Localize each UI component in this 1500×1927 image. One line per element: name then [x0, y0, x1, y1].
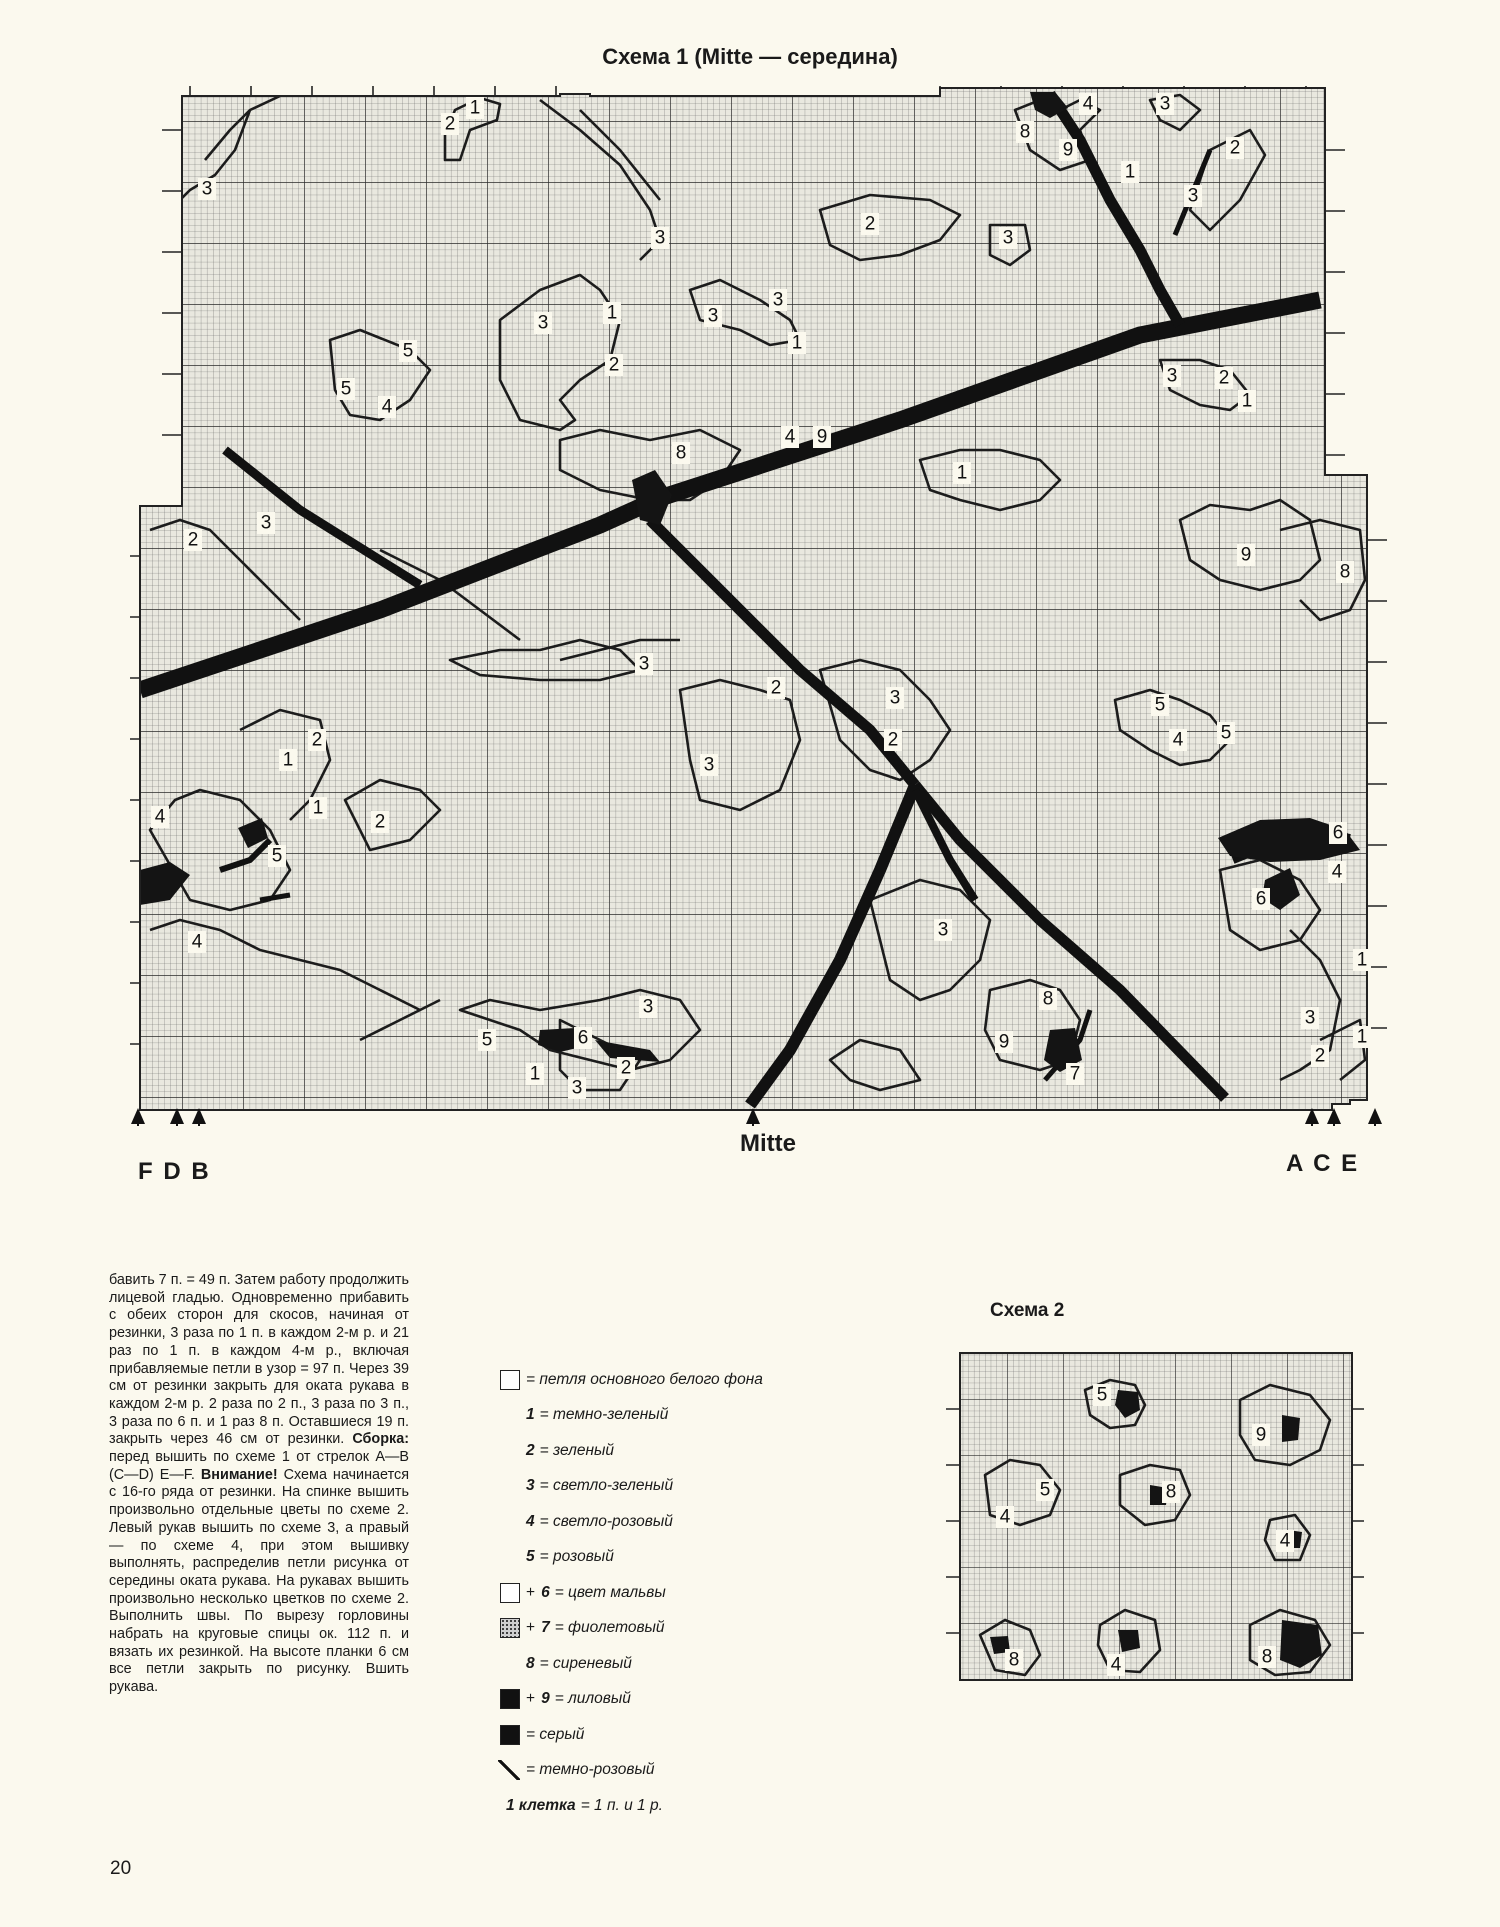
- chart1-label: 7: [1069, 1063, 1081, 1085]
- chart2-label: 5: [1096, 1384, 1108, 1406]
- chart1-label: 8: [1042, 988, 1054, 1010]
- chart1-label: 6: [1255, 888, 1267, 910]
- legend-text: = лиловый: [554, 1690, 631, 1708]
- legend-text: = 1 п. и 1 р.: [580, 1796, 663, 1814]
- chart1-label: 3: [537, 312, 549, 334]
- chart1-label: 3: [201, 178, 213, 200]
- chart1-label: 3: [1002, 227, 1014, 249]
- chart1-label: 1: [469, 97, 481, 119]
- legend-swatch-dot: [500, 1618, 520, 1638]
- chart1-label: 1: [1356, 949, 1368, 971]
- legend-row: [498, 1433, 858, 1469]
- chart1-label: 3: [638, 653, 650, 675]
- legend-row: [498, 1540, 858, 1576]
- chart1-label: 5: [271, 845, 283, 867]
- chart1-label: 4: [1172, 729, 1184, 751]
- chart2-title: Схема 2: [990, 1300, 1065, 1321]
- legend-row: + 7 = фиолетовый: [498, 1611, 858, 1647]
- legend-text: = сиреневый: [539, 1654, 632, 1672]
- body-paragraph-1: бавить 7 п. = 49 п. Затем работу продолжить лицевой гладью. Одновременно прибавить с обеих сторон для скосов, начиная от резинки, 3 раза по 1 п. в каждом 2-м р. и 21 раз по 1 п. в каждом 4-м р., включая прибавляемые петли в узор = 97 п. Через 39 см от резинки закрыть для оката рукава в каждом 2-м р. 2 раза по 2 п., 3 раза по 3 п., 3 раза по 6 п. и 1 раз 8 п. Оставшиеся 19 п. закрыть через 46 см от резинки.: [109, 1272, 409, 1448]
- chart1-label: 6: [577, 1027, 589, 1049]
- legend-row: [498, 1788, 858, 1824]
- legend-row: [498, 1504, 858, 1540]
- chart2-pattern: [945, 1345, 1365, 1695]
- chart1-label: 3: [260, 512, 272, 534]
- chart1-label: 4: [381, 396, 393, 418]
- legend-swatch-black: [500, 1725, 520, 1745]
- legend-number: 7: [541, 1619, 550, 1637]
- legend-swatch-white: [500, 1370, 520, 1390]
- arrow-letters-left: F D B: [138, 1158, 211, 1185]
- legend-row: [498, 1398, 858, 1434]
- chart1-label: 3: [772, 289, 784, 311]
- chart2-label: 4: [1110, 1654, 1122, 1676]
- legend-number: 6: [541, 1583, 550, 1601]
- chart1-label: 8: [675, 442, 687, 464]
- legend-row: + 9 = лиловый: [498, 1682, 858, 1718]
- assembly-label: Сборка:: [352, 1431, 410, 1448]
- chart1-label: 1: [791, 332, 803, 354]
- body-paragraph-3: Схема начинается с 16-го ряда от резинки. На спинке вышить произвольно отдельные цветы по схеме 2. Левый рукав вышить по схеме 3, а правый — по схеме 4, при этом вышивку выполнять, распределив петли рисунка от середины оката рукава. На рукавах вышить произвольно несколько цветков по схеме 2. Выполнить швы. По вырезу горловины набрать на круговые спицы ок. 112 п. и вязать их резинкой. На высоте планки 6 см все петли закрыть по рисунку. Вшить рукава.: [109, 1466, 409, 1696]
- chart1-label: 9: [1240, 544, 1252, 566]
- chart1-label: 9: [1062, 139, 1074, 161]
- chart2-label: 9: [1255, 1424, 1267, 1446]
- chart1-label: 2: [887, 729, 899, 751]
- chart1-label: 4: [1082, 93, 1094, 115]
- chart1-label: 4: [191, 931, 203, 953]
- legend-swatch-slash: [498, 1760, 520, 1780]
- mitte-label: Mitte: [740, 1130, 796, 1157]
- chart2-label: 8: [1261, 1646, 1273, 1668]
- chart1-label: 3: [571, 1077, 583, 1099]
- legend-text: = темно-розовый: [526, 1761, 655, 1779]
- chart1-label: 4: [154, 806, 166, 828]
- chart1-label: 1: [1241, 390, 1253, 412]
- page-number: 20: [110, 1858, 132, 1879]
- legend-number: 5: [526, 1548, 535, 1566]
- chart2-label: 8: [1165, 1481, 1177, 1503]
- chart1-label: 3: [703, 754, 715, 776]
- chart1-label: 4: [784, 426, 796, 448]
- legend-text: = розовый: [539, 1548, 614, 1566]
- chart1-title: Схема 1 (Mitte — середина): [602, 44, 898, 69]
- legend-number: 3: [526, 1477, 535, 1495]
- legend-number: 9: [541, 1690, 550, 1708]
- chart1-label: 3: [937, 919, 949, 941]
- chart2-label: 5: [1039, 1479, 1051, 1501]
- chart1-label: 3: [1166, 365, 1178, 387]
- chart1-label: 1: [529, 1063, 541, 1085]
- color-legend: [498, 1362, 858, 1824]
- legend-text: = петля основного белого фона: [526, 1370, 763, 1388]
- legend-text: = серый: [526, 1725, 585, 1743]
- chart1-label: 1: [606, 302, 618, 324]
- chart1-label: 2: [864, 213, 876, 235]
- chart1-label: 1: [1356, 1026, 1368, 1048]
- chart1-label: 2: [1229, 137, 1241, 159]
- chart1-label: 3: [654, 227, 666, 249]
- chart1-label: 2: [608, 354, 620, 376]
- attention-label: Внимание!: [200, 1466, 278, 1483]
- legend-text: = темно-зеленый: [539, 1406, 669, 1424]
- chart1-label: 5: [402, 340, 414, 362]
- chart1-label: 3: [889, 687, 901, 709]
- chart2-label: 4: [1279, 1530, 1291, 1552]
- chart1-label: 3: [1159, 93, 1171, 115]
- body-text: [109, 1272, 409, 1697]
- chart1-label: 1: [282, 749, 294, 771]
- chart1-label: 3: [707, 305, 719, 327]
- legend-text: = светло-зеленый: [539, 1477, 674, 1495]
- legend-swatch-black: [500, 1689, 520, 1709]
- chart1-label: 2: [1218, 367, 1230, 389]
- legend-row: [498, 1469, 858, 1505]
- chart1-label: 3: [642, 996, 654, 1018]
- chart1-label: 5: [1220, 722, 1232, 744]
- legend-number: 2: [526, 1441, 535, 1459]
- chart1-label: 9: [816, 426, 828, 448]
- legend-text: = зеленый: [539, 1441, 615, 1459]
- chart1-pattern: [130, 86, 1400, 1126]
- chart1-label: 2: [770, 677, 782, 699]
- arrow-letters-right: A C E: [1286, 1150, 1360, 1177]
- chart1-label: 4: [1331, 861, 1343, 883]
- chart1-label: 3: [1187, 185, 1199, 207]
- legend-row: + 6 = цвет мальвы: [498, 1575, 858, 1611]
- chart1-label: 5: [481, 1029, 493, 1051]
- chart1-label: 2: [444, 113, 456, 135]
- chart1-label: 1: [312, 797, 324, 819]
- legend-text: = светло-розовый: [539, 1512, 673, 1530]
- legend-number: 4: [526, 1512, 535, 1530]
- legend-row: [498, 1646, 858, 1682]
- chart2-label: 4: [999, 1506, 1011, 1528]
- chart1-label: 9: [998, 1031, 1010, 1053]
- chart1-label: 8: [1019, 121, 1031, 143]
- body-paragraph-2: перед вышить по схеме 1 от стрелок А—В (С—D) Е—F.: [109, 1449, 409, 1483]
- chart1-label: 2: [187, 529, 199, 551]
- chart1-label: 2: [311, 729, 323, 751]
- chart1-label: 5: [340, 378, 352, 400]
- chart1-label: 2: [620, 1057, 632, 1079]
- chart1-label: 8: [1339, 561, 1351, 583]
- chart1-label: 1: [956, 462, 968, 484]
- legend-text: = цвет мальвы: [554, 1583, 666, 1601]
- chart1-label: 3: [1304, 1007, 1316, 1029]
- chart2-label: 8: [1008, 1649, 1020, 1671]
- legend-row: [498, 1717, 858, 1753]
- chart1-label: 2: [1314, 1045, 1326, 1067]
- chart1-label: 5: [1154, 694, 1166, 716]
- legend-row: [498, 1753, 858, 1789]
- legend-number: 1 клетка: [506, 1796, 576, 1814]
- chart1-label: 2: [374, 811, 386, 833]
- legend-row: [498, 1362, 858, 1398]
- chart1-label: 6: [1332, 822, 1344, 844]
- legend-number: 8: [526, 1654, 535, 1672]
- legend-text: = фиолетовый: [554, 1619, 665, 1637]
- chart1-label: 1: [1124, 161, 1136, 183]
- legend-swatch-white: [500, 1583, 520, 1603]
- legend-number: 1: [526, 1406, 535, 1424]
